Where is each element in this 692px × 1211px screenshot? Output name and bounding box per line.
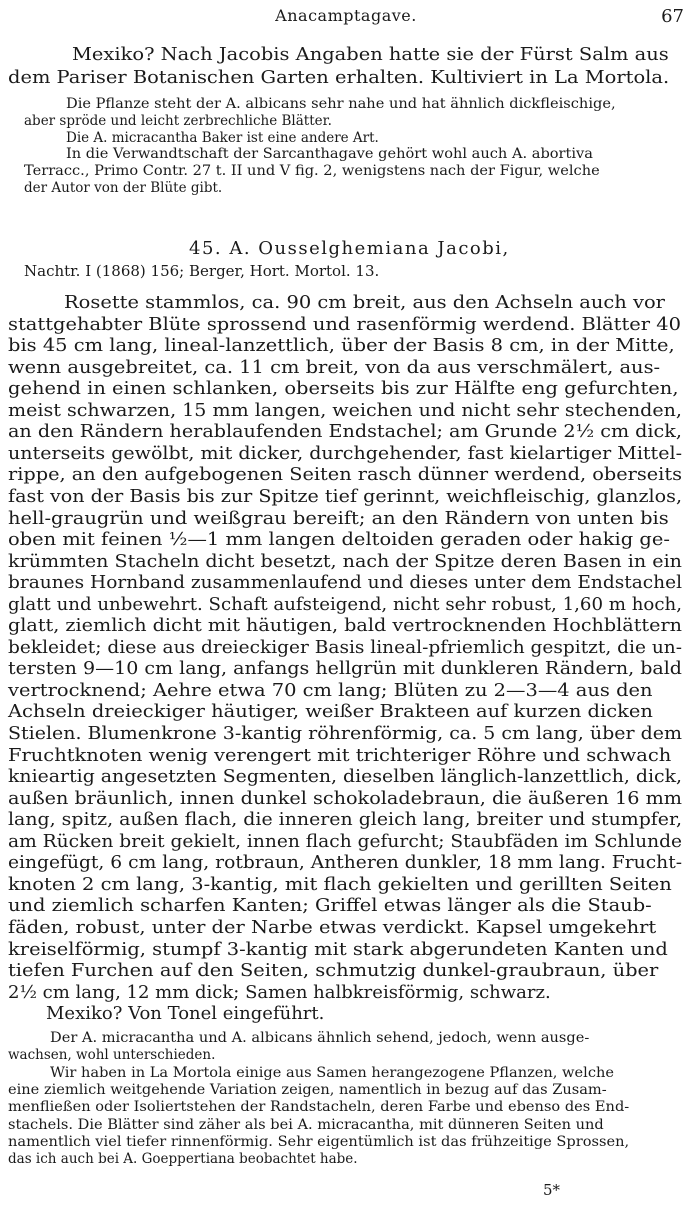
description-line: bis 45 cm lang, lineal-lanzettlich, über der Basis 8 cm, in der Mitte, <box>8 335 675 357</box>
description-line: wenn ausgebreitet, ca. 11 cm breit, von da aus verschmälert, aus- <box>8 356 661 378</box>
note-line: eine ziemlich weitgehende Variation zeigen, namentlich in bezug auf das Zusam- <box>8 1081 607 1098</box>
note-line: wachsen, wohl unterschieden. <box>8 1047 216 1064</box>
description-line: fast von der Basis bis zur Spitze tief gerinnt, weichfleischig, glanzlos, <box>8 485 683 507</box>
note-line: namentlich viel tiefer rinnenförmig. Sehr eigentümlich ist das frühzeitige Sprossen, <box>8 1133 630 1150</box>
running-title: Anacamptagave. <box>275 6 417 25</box>
description-line: und ziemlich scharfen Kanten; Griffel etwas länger als die Staub- <box>8 895 652 917</box>
description-line: außen bräunlich, innen dunkel schokoladebraun, die äußeren 16 mm <box>8 787 683 809</box>
description-line: 2½ cm lang, 12 mm dick; Samen halbkreisförmig, schwarz. <box>8 981 551 1003</box>
note-line: In die Verwandtschaft der Sarcanthagave gehört wohl auch A. abortiva <box>66 146 593 163</box>
intro-line: dem Pariser Botanischen Garten erhalten. Kultiviert in La Mortola. <box>8 67 670 88</box>
page-header <box>0 4 692 30</box>
description-line: tiefen Furchen auf den Seiten, schmutzig dunkel-graubraun, über <box>8 960 659 982</box>
description-line: knoten 2 cm lang, 3-kantig, mit flach gekielten und gerillten Seiten <box>8 873 672 895</box>
note-line: das ich auch bei A. Goeppertiana beobachtet habe. <box>8 1151 358 1168</box>
description-line: Mexiko? Von Tonel eingeführt. <box>46 1003 325 1025</box>
description-line: meist schwarzen, 15 mm langen, weichen und nicht sehr stechenden, <box>8 399 682 421</box>
note-line: stachels. Die Blätter sind zäher als bei A. micracantha, mit dünneren Seiten und <box>8 1116 604 1133</box>
intro-line: Mexiko? Nach Jacobis Angaben hatte sie der Fürst Salm aus <box>72 44 669 65</box>
description-line: an den Rändern herablaufenden Endstachel; am Grunde 2½ cm dick, <box>8 421 682 443</box>
note-line: Der A. micracantha und A. albicans ähnlich sehend, jedoch, wenn ausge- <box>50 1030 590 1046</box>
description-line: fäden, robust, unter der Narbe etwas verdickt. Kapsel umgekehrt <box>8 916 657 938</box>
description-line: vertrocknend; Aehre etwa 70 cm lang; Blüten zu 2—3—4 aus den <box>8 679 653 701</box>
description-line: Rosette stammlos, ca. 90 cm breit, aus den Achseln auch vor <box>64 292 665 313</box>
note-line: aber spröde und leicht zerbrechliche Blätter. <box>24 112 332 129</box>
description-line: gehend in einen schlanken, oberseits bis zur Hälfte eng gefurchten, <box>8 378 679 400</box>
description-line: krümmten Stacheln dicht besetzt, nach der Spitze deren Basen in ein <box>8 550 682 572</box>
description-line: glatt und unbewehrt. Schaft aufsteigend, nicht sehr robust, 1,60 m hoch, <box>8 593 682 615</box>
note-line: Die Pflanze steht der A. albicans sehr nahe und hat ähnlich dickfleischige, <box>66 96 616 112</box>
description-line: Stielen. Blumenkrone 3-kantig röhrenförmig, ca. 5 cm lang, über dem <box>8 723 682 744</box>
description-line: lang, spitz, außen flach, die inneren gleich lang, breiter und stumpfer, <box>8 809 682 831</box>
note-line: Die A. micracantha Baker ist eine andere Art. <box>66 129 379 146</box>
note-line: der Autor von der Blüte gibt. <box>24 180 223 196</box>
note-line: menfließen oder Isoliertstehen der Randstacheln, deren Farbe und ebenso des End- <box>8 1099 630 1116</box>
description-line: unterseits gewölbt, mit dicker, durchgehender, fast kielartiger Mittel- <box>8 442 683 464</box>
description-line: glatt, ziemlich dicht mit häutigen, bald vertrocknenden Hochblättern <box>8 615 683 637</box>
description-line: oben mit feinen ½—1 mm langen deltoiden geraden oder hakig ge- <box>8 529 670 551</box>
description-line: braunes Hornband zusammenlaufend und dieses unter dem Endstachel <box>8 572 683 594</box>
description-line: Fruchtknoten wenig verengert mit trichteriger Röhre und schwach <box>8 744 672 766</box>
description-line: stattgehabter Blüte sprossend und rasenförmig werdend. Blätter 40 <box>8 313 681 335</box>
signature-mark: 5* <box>543 1181 561 1199</box>
note-line: Terracc., Primo Contr. 27 t. II und V fig. 2, wenigstens nach der Figur, welche <box>24 163 600 180</box>
description-line: Achseln dreieckiger häutiger, weißer Brakteen auf kurzen dicken <box>8 701 653 723</box>
description-line: kniеartig angesetzten Segmenten, dieselben länglich-lanzettlich, dick, <box>8 766 683 788</box>
description-line: hell-graugrün und weißgrau bereift; an den Rändern von unten bis <box>8 507 669 529</box>
description-line: am Rücken breit gekielt, innen flach gefurcht; Staubfäden im Schlunde <box>8 830 683 852</box>
species-heading: 45. A. Ousselghemiana Jacobi, <box>189 238 510 259</box>
note-line: Wir haben in La Mortola einige aus Samen herangezogene Pflanzen, welche <box>50 1064 615 1081</box>
description-line: kreiselförmig, stumpf 3-kantig mit stark abgerundeten Kanten und <box>8 938 668 960</box>
description-line: eingefügt, 6 cm lang, rotbraun, Antheren dunkler, 18 mm lang. Frucht- <box>8 852 683 874</box>
description-line: bekleidet; diese aus dreieckiger Basis lineal-pfriemlich gespitzt, die un- <box>8 636 683 658</box>
species-citation: Nachtr. I (1868) 156; Berger, Hort. Mortol. 13. <box>24 262 380 280</box>
page-number: 67 <box>661 6 684 27</box>
description-line: rippe, an den aufgebogenen Seiten rasch dünner werdend, oberseits <box>8 464 683 486</box>
description-line: tersten 9—10 cm lang, anfangs hellgrün mit dunkleren Rändern, bald <box>8 658 682 680</box>
